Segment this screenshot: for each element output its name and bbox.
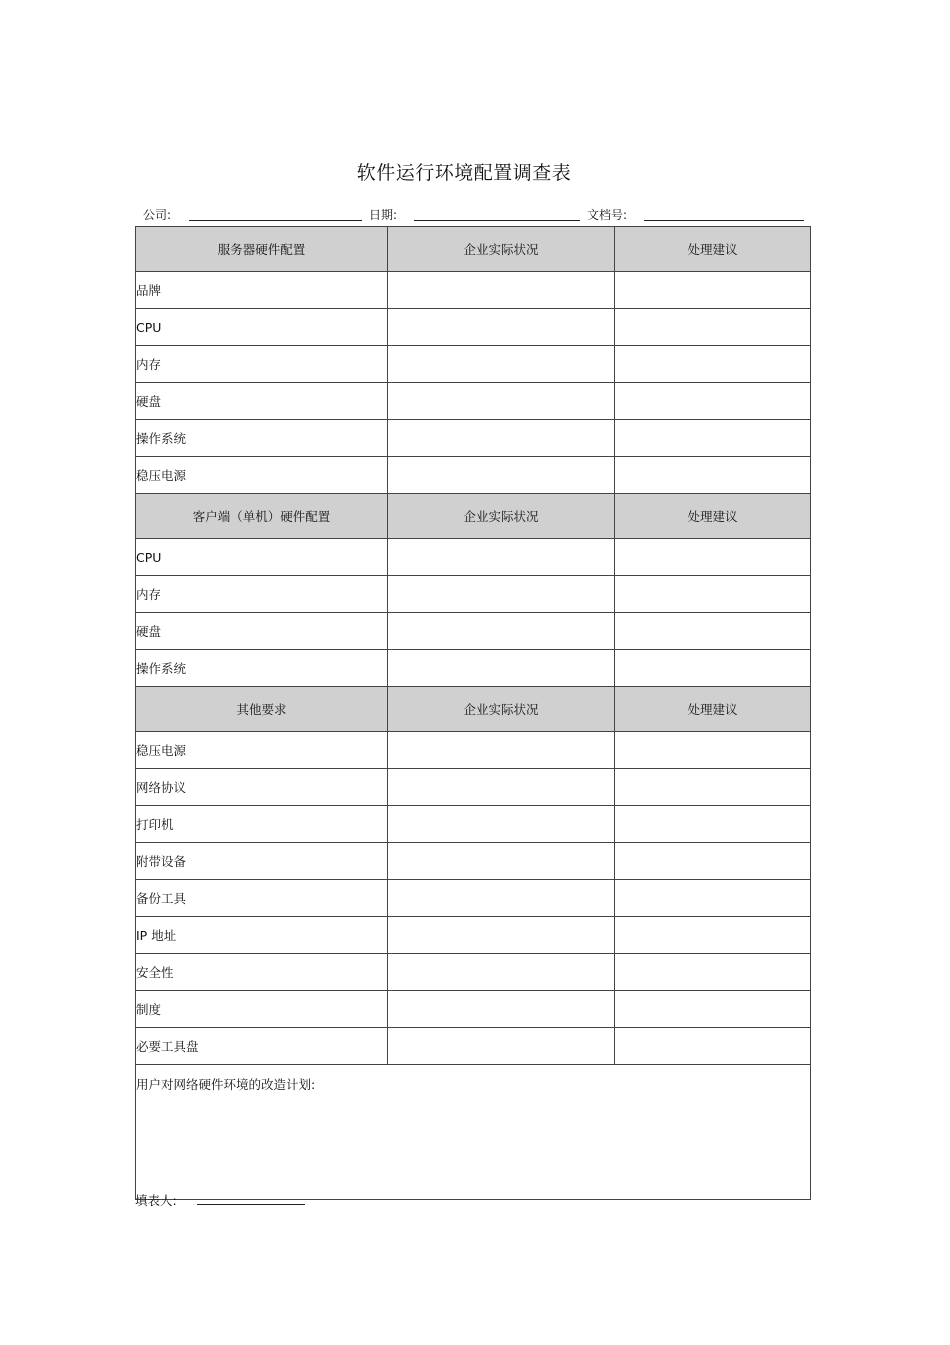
actual-status-cell[interactable] <box>388 539 615 576</box>
plan-cell[interactable]: 用户对网络硬件环境的改造计划: <box>136 1065 811 1200</box>
section-header-cell: 企业实际状况 <box>388 494 615 539</box>
filler-label: 填表人: <box>135 1193 177 1208</box>
actual-status-cell[interactable] <box>388 457 615 494</box>
item-label: 备份工具 <box>136 880 388 917</box>
table-row <box>136 917 811 954</box>
item-label: 硬盘 <box>136 383 388 420</box>
section-header-cell: 企业实际状况 <box>388 227 615 272</box>
suggestion-cell[interactable] <box>615 880 811 917</box>
item-label: 稳压电源 <box>136 457 388 494</box>
table-row <box>136 383 811 420</box>
suggestion-cell[interactable] <box>615 732 811 769</box>
table-row <box>136 272 811 309</box>
suggestion-cell[interactable] <box>615 272 811 309</box>
suggestion-cell[interactable] <box>615 420 811 457</box>
table-row <box>136 346 811 383</box>
suggestion-cell[interactable] <box>615 843 811 880</box>
item-label: 内存 <box>136 346 388 383</box>
table-row <box>136 806 811 843</box>
actual-status-cell[interactable] <box>388 576 615 613</box>
suggestion-cell[interactable] <box>615 954 811 991</box>
suggestion-cell[interactable] <box>615 539 811 576</box>
table-row <box>136 991 811 1028</box>
table-row <box>136 954 811 991</box>
actual-status-cell[interactable] <box>388 991 615 1028</box>
section-header-row <box>136 687 811 732</box>
section-header-cell: 企业实际状况 <box>388 687 615 732</box>
actual-status-cell[interactable] <box>388 613 615 650</box>
actual-status-cell[interactable] <box>388 843 615 880</box>
actual-status-cell[interactable] <box>388 917 615 954</box>
date-label: 日期: <box>369 208 398 222</box>
table-row <box>136 843 811 880</box>
actual-status-cell[interactable] <box>388 1028 615 1065</box>
actual-status-cell[interactable] <box>388 650 615 687</box>
table-row <box>136 769 811 806</box>
section-header-row <box>136 227 811 272</box>
suggestion-cell[interactable] <box>615 991 811 1028</box>
item-label: 操作系统 <box>136 650 388 687</box>
table-row <box>136 732 811 769</box>
actual-status-cell[interactable] <box>388 880 615 917</box>
page-title: 软件运行环境配置调查表 <box>356 162 572 184</box>
suggestion-cell[interactable] <box>615 309 811 346</box>
table-row <box>136 650 811 687</box>
filler-field[interactable] <box>197 1204 305 1205</box>
table-row <box>136 309 811 346</box>
item-label: CPU <box>136 539 388 576</box>
section-header-cell: 服务器硬件配置 <box>136 227 388 272</box>
section-header-cell: 其他要求 <box>136 687 388 732</box>
suggestion-cell[interactable] <box>615 806 811 843</box>
suggestion-cell[interactable] <box>615 576 811 613</box>
item-label: 内存 <box>136 576 388 613</box>
survey-table <box>135 226 811 1200</box>
actual-status-cell[interactable] <box>388 420 615 457</box>
item-label: 必要工具盘 <box>136 1028 388 1065</box>
section-header-row <box>136 494 811 539</box>
section-header-cell: 处理建议 <box>615 687 811 732</box>
company-label: 公司: <box>143 208 172 222</box>
item-label: 附带设备 <box>136 843 388 880</box>
suggestion-cell[interactable] <box>615 613 811 650</box>
item-label: 安全性 <box>136 954 388 991</box>
actual-status-cell[interactable] <box>388 806 615 843</box>
docno-label: 文档号: <box>587 208 628 222</box>
item-label: 制度 <box>136 991 388 1028</box>
table-row <box>136 1028 811 1065</box>
item-label: 网络协议 <box>136 769 388 806</box>
section-header-cell: 处理建议 <box>615 227 811 272</box>
item-label: IP 地址 <box>136 917 388 954</box>
suggestion-cell[interactable] <box>615 917 811 954</box>
section-header-cell: 处理建议 <box>615 494 811 539</box>
actual-status-cell[interactable] <box>388 769 615 806</box>
company-field[interactable] <box>189 220 362 221</box>
suggestion-cell[interactable] <box>615 650 811 687</box>
item-label: 稳压电源 <box>136 732 388 769</box>
actual-status-cell[interactable] <box>388 954 615 991</box>
suggestion-cell[interactable] <box>615 1028 811 1065</box>
table-row <box>136 457 811 494</box>
actual-status-cell[interactable] <box>388 346 615 383</box>
item-label: 打印机 <box>136 806 388 843</box>
survey-table-body <box>136 227 811 1200</box>
item-label: 硬盘 <box>136 613 388 650</box>
table-row <box>136 880 811 917</box>
suggestion-cell[interactable] <box>615 383 811 420</box>
table-row <box>136 576 811 613</box>
item-label: 品牌 <box>136 272 388 309</box>
date-field[interactable] <box>414 220 580 221</box>
item-label: 操作系统 <box>136 420 388 457</box>
actual-status-cell[interactable] <box>388 272 615 309</box>
plan-row <box>136 1065 811 1200</box>
table-row <box>136 420 811 457</box>
actual-status-cell[interactable] <box>388 732 615 769</box>
actual-status-cell[interactable] <box>388 383 615 420</box>
suggestion-cell[interactable] <box>615 769 811 806</box>
section-header-cell: 客户端（单机）硬件配置 <box>136 494 388 539</box>
actual-status-cell[interactable] <box>388 309 615 346</box>
item-label: CPU <box>136 309 388 346</box>
suggestion-cell[interactable] <box>615 457 811 494</box>
suggestion-cell[interactable] <box>615 346 811 383</box>
table-row <box>136 613 811 650</box>
docno-field[interactable] <box>644 220 804 221</box>
table-row <box>136 539 811 576</box>
